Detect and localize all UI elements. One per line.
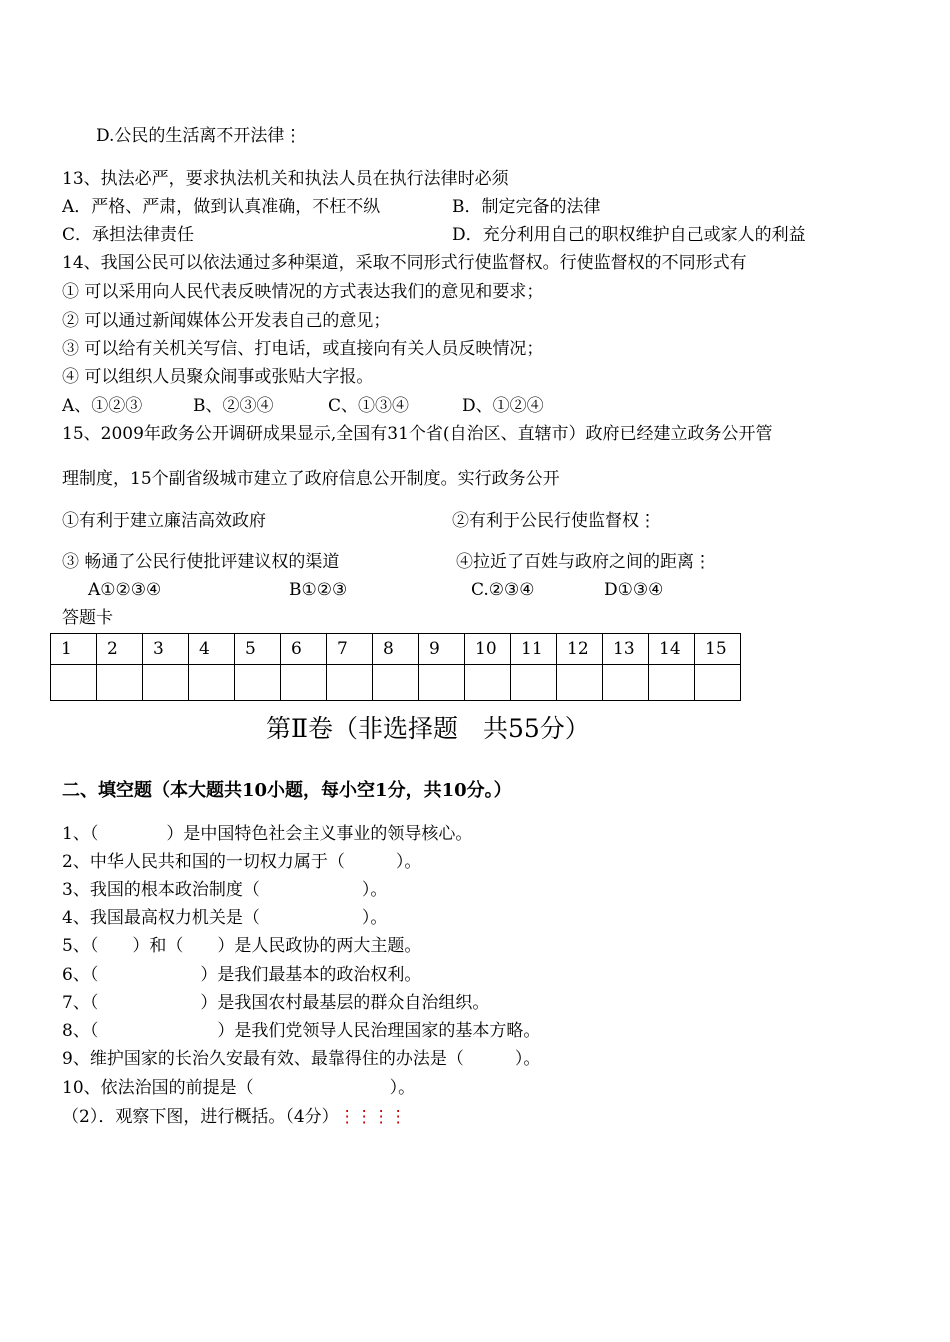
fill-item-4: 4、我国最高权力机关是（ ）。 — [62, 908, 388, 928]
q14-stem: 14、我国公民可以依法通过多种渠道，采取不同形式行使监督权。行使监督权的不同形式有 — [62, 253, 747, 273]
format-marks: ⋮⋮⋮⋮ — [338, 1107, 407, 1127]
answer-card-number: 13 — [603, 634, 649, 665]
q15-stem-line-2: 理制度，15个副省级城市建立了政府信息公开制度。实行政务公开 — [62, 469, 560, 489]
answer-cell[interactable] — [189, 665, 235, 701]
answer-card-number: 6 — [281, 634, 327, 665]
answer-card-number: 10 — [465, 634, 511, 665]
q14-statement-4: ④ 可以组织人员聚众闹事或张贴大字报。 — [62, 367, 374, 387]
answer-card-number: 15 — [695, 634, 741, 665]
answer-card-number: 4 — [189, 634, 235, 665]
answer-cell[interactable] — [419, 665, 465, 701]
answer-cell[interactable] — [557, 665, 603, 701]
answer-card-number: 5 — [235, 634, 281, 665]
q14-statement-1: ① 可以采用向人民代表反映情况的方式表达我们的意见和要求； — [62, 282, 544, 302]
q13-option-c: C．承担法律责任 — [62, 225, 195, 245]
q13-stem: 13、执法必严，要求执法机关和执法人员在执行法律时必须 — [62, 169, 509, 189]
q15-option-c: C.②③④ — [471, 580, 535, 600]
q15-option-a: A①②③④ — [88, 580, 162, 600]
q15-statement-4-text: ④拉近了百姓与政府之间的距离 — [456, 552, 694, 572]
answer-cell[interactable] — [603, 665, 649, 701]
q15-statement-1: ①有利于建立廉洁高效政府 — [62, 511, 266, 531]
q14-option-d: D、①②④ — [462, 396, 544, 416]
q15-statement-3: ③ 畅通了公民行使批评建议权的渠道 — [62, 552, 340, 572]
answer-card-number: 12 — [557, 634, 603, 665]
fill-item-5: 5、（ ）和（ ）是人民政协的两大主题。 — [62, 936, 422, 956]
answer-cell[interactable] — [465, 665, 511, 701]
format-mark: ⋮ — [284, 126, 302, 146]
fill-item-2: 2、中华人民共和国的一切权力属于（ ）。 — [62, 852, 422, 872]
question-2 — [62, 1106, 407, 1128]
q13-option-a: A．严格、严肃，做到认真准确，不枉不纵 — [62, 197, 381, 217]
q15-statement-4 — [456, 551, 711, 573]
answer-card-number-row — [51, 634, 741, 665]
q14-statement-3: ③ 可以给有关机关写信、打电话，或直接向有关人员反映情况； — [62, 339, 544, 359]
answer-cell[interactable] — [695, 665, 741, 701]
answer-card-number: 9 — [419, 634, 465, 665]
q12-option-d-text: D.公民的生活离不开法律 — [96, 126, 285, 146]
fill-item-1: 1、（ ）是中国特色社会主义事业的领导核心。 — [62, 824, 473, 844]
answer-card-number: 11 — [511, 634, 557, 665]
answer-card-number: 3 — [143, 634, 189, 665]
answer-cell[interactable] — [97, 665, 143, 701]
q15-stem-line-1: 15、2009年政务公开调研成果显示,全国有31个省(自治区、直辖市）政府已经建立政务公开管 — [62, 424, 773, 444]
answer-card-number: 8 — [373, 634, 419, 665]
answer-cell[interactable] — [281, 665, 327, 701]
q15-statement-2 — [452, 510, 656, 532]
fill-item-7: 7、（ ）是我国农村最基层的群众自治组织。 — [62, 993, 490, 1013]
q14-option-b: B、②③④ — [193, 396, 274, 416]
part-2-title: 第Ⅱ卷（非选择题 共55分） — [266, 714, 590, 743]
q15-option-d: D①③④ — [604, 580, 664, 600]
q14-option-c: C、①③④ — [328, 396, 410, 416]
section-2-title: 二、填空题（本大题共10小题，每小空1分，共10分。） — [62, 780, 512, 801]
answer-card-table — [50, 633, 741, 701]
q14-statement-2: ② 可以通过新闻媒体公开发表自己的意见； — [62, 311, 391, 331]
answer-cell[interactable] — [51, 665, 97, 701]
answer-card-number: 14 — [649, 634, 695, 665]
q13-option-b: B．制定完备的法律 — [452, 197, 601, 217]
answer-card-number: 2 — [97, 634, 143, 665]
q15-option-b: B①②③ — [289, 580, 348, 600]
answer-cell[interactable] — [143, 665, 189, 701]
answer-card-blank-row — [51, 665, 741, 701]
fill-item-8: 8、（ ）是我们党领导人民治理国家的基本方略。 — [62, 1021, 541, 1041]
q15-statement-2-text: ②有利于公民行使监督权 — [452, 511, 639, 531]
format-mark: ⋮ — [694, 552, 711, 572]
answer-cell[interactable] — [235, 665, 281, 701]
q12-option-d — [96, 125, 301, 147]
answer-cell[interactable] — [327, 665, 373, 701]
q14-option-a: A、①②③ — [62, 396, 143, 416]
question-2-text: （2）．观察下图，进行概括。（4分） — [62, 1107, 339, 1127]
q13-option-d: D．充分利用自己的职权维护自己或家人的利益 — [452, 225, 806, 245]
fill-item-10: 10、依法治国的前提是（ ）。 — [62, 1078, 416, 1098]
answer-card-number: 1 — [51, 634, 97, 665]
fill-item-9: 9、维护国家的长治久安最有效、最靠得住的办法是（ ）。 — [62, 1049, 541, 1069]
fill-item-6: 6、（ ）是我们最基本的政治权利。 — [62, 965, 422, 985]
fill-item-3: 3、我国的根本政治制度（ ）。 — [62, 880, 388, 900]
answer-card-title: 答题卡 — [62, 608, 113, 628]
format-mark: ⋮ — [639, 511, 656, 531]
answer-cell[interactable] — [511, 665, 557, 701]
answer-cell[interactable] — [649, 665, 695, 701]
answer-card-number: 7 — [327, 634, 373, 665]
answer-cell[interactable] — [373, 665, 419, 701]
